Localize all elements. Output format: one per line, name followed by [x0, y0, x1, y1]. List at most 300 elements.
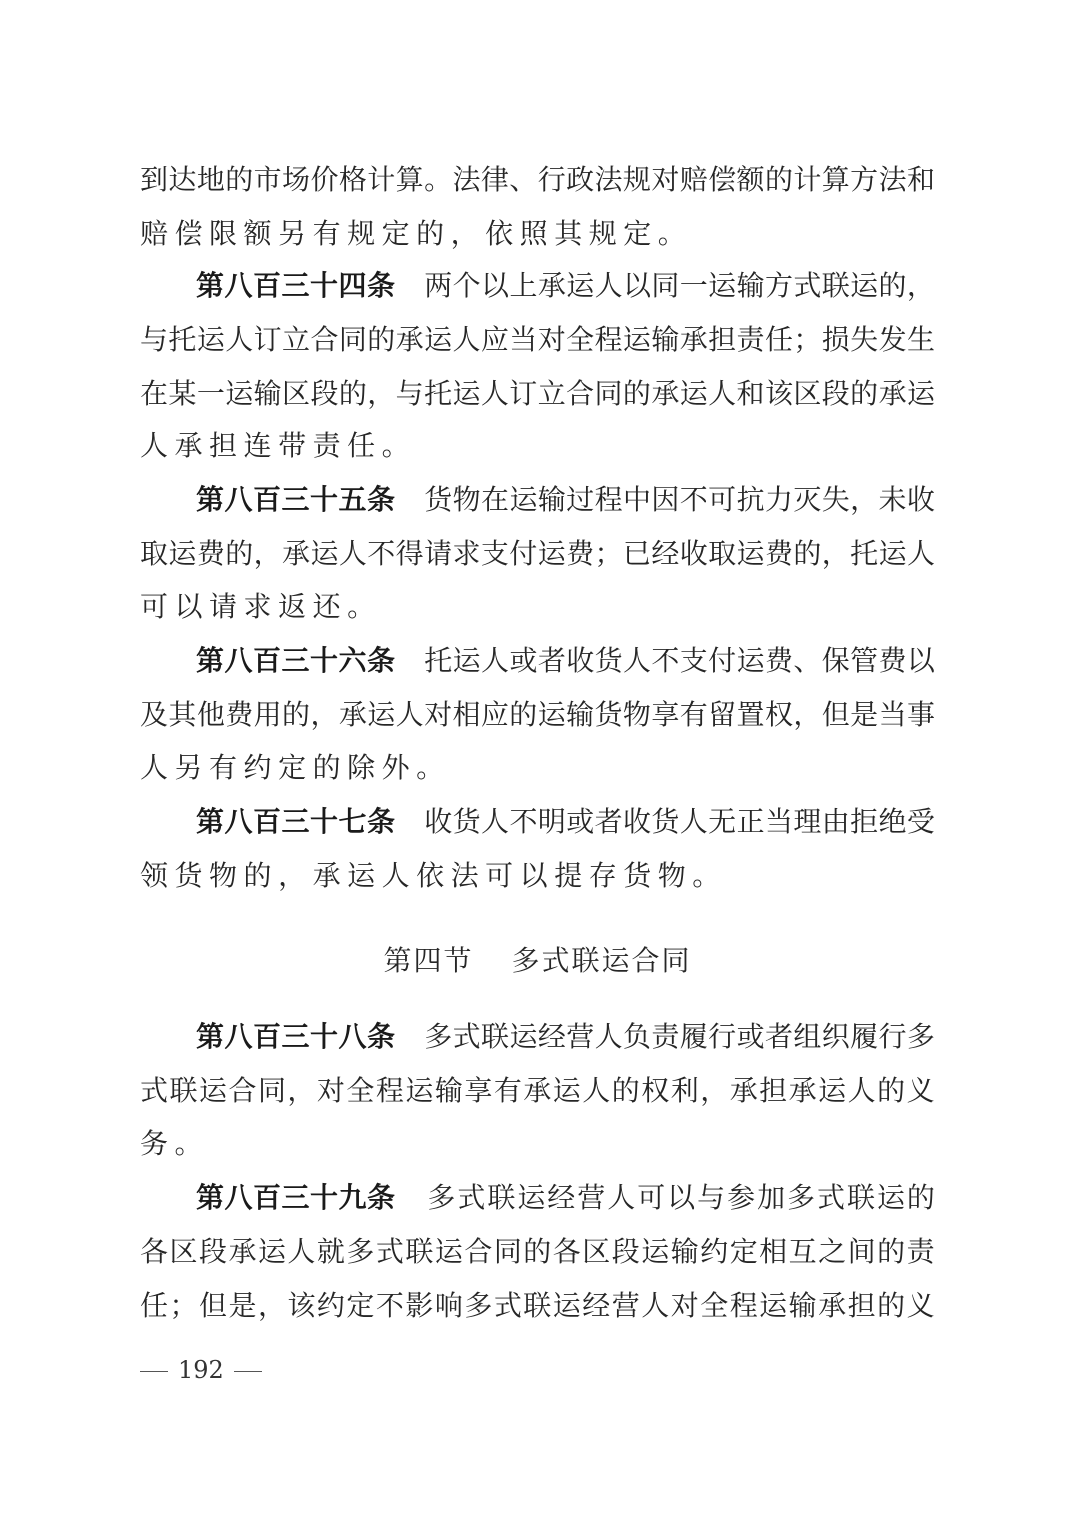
glyph: 段 — [611, 1235, 640, 1268]
glyph: 运 — [517, 1181, 546, 1214]
glyph: 人 — [338, 537, 367, 570]
glyph: 货 — [623, 859, 652, 892]
glyph: 照 — [519, 217, 548, 250]
text-line — [140, 694, 935, 736]
glyph: 费 — [196, 537, 225, 570]
glyph: 联 — [846, 1181, 875, 1214]
glyph: 者 — [764, 1020, 793, 1053]
glyph: 营 — [611, 1289, 640, 1322]
glyph: 的 — [225, 537, 254, 570]
glyph: 取 — [140, 537, 169, 570]
glyph: 运 — [641, 1235, 670, 1268]
glyph: 由 — [821, 805, 850, 838]
glyph: 任 — [140, 1289, 169, 1322]
glyph: 人 — [906, 537, 935, 570]
glyph: 运 — [225, 377, 254, 410]
glyph: 经 — [537, 1020, 566, 1053]
glyph: 但 — [198, 1289, 227, 1322]
glyph: 格 — [338, 163, 367, 196]
glyph: 人 — [708, 377, 737, 410]
glyph: 。 — [424, 163, 453, 196]
glyph: 运 — [198, 1074, 227, 1107]
glyph: 有 — [493, 1074, 522, 1107]
glyph: 未 — [878, 483, 907, 516]
glyph: 承 — [679, 323, 708, 356]
glyph: 式 — [457, 1181, 486, 1214]
glyph: 履 — [850, 1020, 879, 1053]
glyph: 承 — [228, 1235, 257, 1268]
glyph: 合 — [566, 377, 595, 410]
glyph: 当 — [878, 698, 907, 731]
glyph: ， — [278, 859, 307, 892]
glyph: 程 — [729, 1289, 758, 1322]
glyph: 法 — [878, 163, 907, 196]
glyph: 营 — [577, 1181, 606, 1214]
glyph: ； — [793, 323, 822, 356]
glyph: 收 — [424, 805, 453, 838]
glyph: 输 — [537, 483, 566, 516]
glyph: 该 — [287, 1289, 316, 1322]
glyph: 管 — [850, 644, 879, 677]
glyph: 段 — [198, 1235, 227, 1268]
glyph: 权 — [764, 698, 793, 731]
glyph: 运 — [452, 644, 481, 677]
glyph: 担 — [759, 1074, 788, 1107]
glyph: 有 — [209, 751, 238, 784]
glyph: 的 — [416, 217, 445, 250]
glyph: 同 — [493, 1235, 522, 1268]
article-number: 第八百三十四条 — [196, 269, 396, 302]
article-number: 第八百三十五条 — [196, 483, 396, 516]
glyph: 计 — [793, 163, 822, 196]
glyph: 计 — [367, 163, 396, 196]
article-first-line — [196, 265, 935, 307]
glyph: 行 — [537, 163, 566, 196]
glyph: ， — [821, 537, 850, 570]
glyph: 可 — [637, 1181, 666, 1214]
glyph: 两 — [424, 269, 453, 302]
glyph: 不 — [509, 805, 538, 838]
glyph: 的 — [877, 1074, 906, 1107]
text-line — [140, 586, 935, 628]
glyph: 的 — [611, 1074, 640, 1107]
glyph: 履 — [679, 1020, 708, 1053]
article-first-line — [196, 1177, 935, 1219]
glyph: 承 — [818, 1289, 847, 1322]
glyph: 订 — [509, 377, 538, 410]
glyph: 责 — [312, 429, 341, 462]
dash-right — [234, 1371, 262, 1372]
glyph: 对 — [651, 163, 680, 196]
glyph: 当 — [509, 323, 538, 356]
glyph: 运 — [622, 323, 651, 356]
glyph: 负 — [623, 1020, 652, 1053]
text-line — [140, 1123, 935, 1165]
glyph: 约 — [700, 1235, 729, 1268]
glyph: 的 — [906, 1181, 935, 1214]
glyph: 担 — [847, 1289, 876, 1322]
section-heading — [140, 940, 935, 982]
glyph: 费 — [878, 644, 907, 677]
glyph: 运 — [552, 1289, 581, 1322]
glyph: ， — [906, 269, 935, 302]
glyph: 的 — [877, 1289, 906, 1322]
glyph: 参 — [727, 1181, 756, 1214]
glyph: 有 — [312, 217, 341, 250]
glyph: 的 — [243, 859, 272, 892]
glyph: 订 — [253, 323, 282, 356]
text-line — [140, 533, 935, 575]
text-line — [140, 213, 935, 255]
glyph: 付 — [708, 644, 737, 677]
article-number: 第八百三十八条 — [196, 1020, 396, 1053]
glyph: 运 — [168, 537, 197, 570]
glyph: 承 — [174, 429, 203, 462]
glyph: 以 — [481, 269, 510, 302]
glyph: 的 — [764, 163, 793, 196]
glyph: 约 — [316, 1289, 345, 1322]
glyph: ； — [594, 537, 623, 570]
glyph: 承 — [651, 377, 680, 410]
glyph: 响 — [434, 1289, 463, 1322]
glyph: 偿 — [174, 217, 203, 250]
glyph: 加 — [757, 1181, 786, 1214]
glyph: 对 — [316, 1074, 345, 1107]
glyph: 权 — [641, 1074, 670, 1107]
glyph: 人 — [607, 1181, 636, 1214]
glyph: 之 — [818, 1235, 847, 1268]
glyph: 物 — [209, 859, 238, 892]
glyph: 和 — [736, 377, 765, 410]
glyph: 算 — [821, 163, 850, 196]
glyph: 不 — [375, 1289, 404, 1322]
glyph: ， — [367, 377, 396, 410]
glyph: 合 — [310, 323, 339, 356]
glyph: 抗 — [736, 483, 765, 516]
glyph: 运 — [367, 698, 396, 731]
glyph: 营 — [566, 1020, 595, 1053]
glyph: 输 — [566, 698, 595, 731]
glyph: 人 — [641, 1289, 670, 1322]
glyph: 请 — [424, 537, 453, 570]
glyph: 人 — [287, 1235, 316, 1268]
glyph: 对 — [670, 1289, 699, 1322]
glyph: 责 — [736, 323, 765, 356]
glyph: 拒 — [850, 805, 879, 838]
glyph: 应 — [480, 698, 509, 731]
article-first-line — [196, 1016, 935, 1058]
glyph: 定 — [623, 217, 652, 250]
glyph: 区 — [169, 1235, 198, 1268]
glyph: 承 — [395, 323, 424, 356]
glyph: 依 — [485, 217, 514, 250]
glyph: 式 — [817, 1181, 846, 1214]
glyph: 一 — [679, 269, 708, 302]
glyph: 。 — [657, 217, 686, 250]
glyph: 事 — [906, 698, 935, 731]
glyph: 正 — [736, 805, 765, 838]
glyph: 程 — [594, 323, 623, 356]
glyph: 应 — [480, 323, 509, 356]
glyph: 某 — [168, 377, 197, 410]
glyph: 依 — [416, 859, 445, 892]
glyph: 求 — [243, 590, 272, 623]
glyph: 可 — [708, 483, 737, 516]
glyph: 定 — [346, 1289, 375, 1322]
glyph: 限 — [209, 217, 238, 250]
glyph: 不 — [367, 537, 396, 570]
glyph: ， — [257, 1289, 286, 1322]
glyph: 理 — [793, 805, 822, 838]
glyph: 联 — [169, 1074, 198, 1107]
glyph: 式 — [375, 1235, 404, 1268]
glyph: 货 — [424, 483, 453, 516]
glyph: 一 — [196, 377, 225, 410]
glyph: 影 — [405, 1289, 434, 1322]
glyph: 同 — [651, 269, 680, 302]
glyph: ， — [793, 698, 822, 731]
glyph: ， — [450, 217, 479, 250]
glyph: 对 — [424, 698, 453, 731]
glyph: 灭 — [793, 483, 822, 516]
glyph: 外 — [381, 751, 410, 784]
glyph: 用 — [253, 698, 282, 731]
glyph: 货 — [452, 805, 481, 838]
glyph: 已 — [622, 537, 651, 570]
glyph: 同 — [594, 377, 623, 410]
glyph: 是 — [228, 1289, 257, 1322]
glyph: 定 — [278, 751, 307, 784]
glyph: 输 — [434, 1074, 463, 1107]
glyph: 运 — [452, 377, 481, 410]
article-number: 第八百三十七条 — [196, 805, 396, 838]
glyph: 托 — [424, 644, 453, 677]
glyph: 支 — [679, 644, 708, 677]
glyph: 和 — [906, 163, 935, 196]
glyph: 托 — [850, 537, 879, 570]
glyph: 费 — [566, 537, 595, 570]
glyph: 运 — [552, 1074, 581, 1107]
glyph: 织 — [821, 1020, 850, 1053]
glyph: 责 — [651, 1020, 680, 1053]
glyph: 生 — [906, 323, 935, 356]
glyph: 法 — [450, 859, 479, 892]
glyph: 该 — [764, 377, 793, 410]
glyph: 人 — [140, 429, 169, 462]
glyph: 区 — [582, 1235, 611, 1268]
glyph: 费 — [764, 644, 793, 677]
glyph: ， — [310, 698, 339, 731]
glyph: 以 — [667, 1181, 696, 1214]
glyph: 承 — [523, 1074, 552, 1107]
glyph: 责 — [906, 1235, 935, 1268]
glyph: 得 — [395, 537, 424, 570]
glyph: 货 — [174, 859, 203, 892]
glyph: 其 — [554, 217, 583, 250]
glyph: 式 — [452, 1020, 481, 1053]
glyph: 算 — [395, 163, 424, 196]
glyph: 运 — [257, 1235, 286, 1268]
glyph: 运 — [310, 537, 339, 570]
glyph: 可 — [485, 859, 514, 892]
glyph: 运 — [509, 1020, 538, 1053]
glyph: 赔 — [140, 217, 169, 250]
glyph: 的 — [367, 323, 396, 356]
glyph: 托 — [168, 323, 197, 356]
glyph: 人 — [452, 323, 481, 356]
glyph: 以 — [174, 590, 203, 623]
glyph: 人 — [481, 644, 510, 677]
glyph: 。 — [692, 859, 721, 892]
glyph: 的 — [793, 537, 822, 570]
glyph: 运 — [736, 644, 765, 677]
glyph: 法 — [594, 163, 623, 196]
glyph: 但 — [821, 698, 850, 731]
glyph: 到 — [140, 163, 169, 196]
glyph: 规 — [622, 163, 651, 196]
glyph: 或 — [566, 805, 595, 838]
glyph: 的 — [225, 163, 254, 196]
glyph: 损 — [821, 323, 850, 356]
glyph: 收 — [566, 644, 595, 677]
text-line — [140, 1070, 935, 1112]
glyph: 承 — [537, 269, 566, 302]
glyph: 经 — [547, 1181, 576, 1214]
glyph: 另 — [278, 217, 307, 250]
glyph: 过 — [566, 483, 595, 516]
glyph: 的 — [878, 269, 907, 302]
glyph: 运 — [876, 1181, 905, 1214]
glyph: 中 — [623, 483, 652, 516]
glyph: 失 — [850, 323, 879, 356]
glyph: 立 — [537, 377, 566, 410]
glyph: 人 — [381, 859, 410, 892]
text-line — [140, 425, 935, 467]
glyph: 以 — [519, 859, 548, 892]
glyph: 运 — [347, 859, 376, 892]
glyph: 置 — [736, 698, 765, 731]
glyph: 段 — [310, 377, 339, 410]
glyph: 担 — [209, 429, 238, 462]
glyph: 运 — [509, 483, 538, 516]
glyph: 立 — [282, 323, 311, 356]
glyph: 与 — [140, 323, 169, 356]
glyph: 联 — [523, 1289, 552, 1322]
glyph: 求 — [452, 537, 481, 570]
glyph: 运 — [850, 269, 879, 302]
glyph: 合 — [228, 1074, 257, 1107]
glyph: 程 — [375, 1074, 404, 1107]
glyph: 人 — [847, 1074, 876, 1107]
glyph: 另 — [174, 751, 203, 784]
glyph: 相 — [759, 1235, 788, 1268]
glyph: 承 — [878, 377, 907, 410]
glyph: 全 — [566, 323, 595, 356]
glyph: 各 — [552, 1235, 581, 1268]
glyph: 式 — [140, 1074, 169, 1107]
glyph: 货 — [594, 698, 623, 731]
glyph: 运 — [537, 698, 566, 731]
glyph: 运 — [537, 537, 566, 570]
glyph: 联 — [405, 1235, 434, 1268]
glyph: 失 — [821, 483, 850, 516]
glyph: 就 — [316, 1235, 345, 1268]
glyph: 多 — [787, 1181, 816, 1214]
section-title: 多式联运合同 — [511, 944, 692, 977]
glyph: 人 — [395, 698, 424, 731]
glyph: 还 — [312, 590, 341, 623]
article-number: 第八百三十六条 — [196, 644, 396, 677]
glyph: 价 — [310, 163, 339, 196]
glyph: 带 — [278, 429, 307, 462]
glyph: 额 — [736, 163, 765, 196]
glyph: 连 — [243, 429, 272, 462]
glyph: 上 — [509, 269, 538, 302]
glyph: 不 — [679, 483, 708, 516]
glyph: 运 — [196, 323, 225, 356]
dash-left — [140, 1371, 168, 1372]
glyph: 可 — [140, 590, 169, 623]
glyph: 请 — [209, 590, 238, 623]
glyph: ， — [253, 537, 282, 570]
article-first-line — [196, 801, 935, 843]
glyph: 。 — [381, 429, 410, 462]
glyph: 返 — [278, 590, 307, 623]
glyph: 的 — [877, 1235, 906, 1268]
glyph: 人 — [480, 377, 509, 410]
glyph: 联 — [487, 1181, 516, 1214]
glyph: 。 — [416, 751, 445, 784]
glyph: 者 — [537, 644, 566, 677]
glyph: 收 — [906, 483, 935, 516]
glyph: 全 — [700, 1289, 729, 1322]
glyph: 人 — [140, 751, 169, 784]
glyph: 义 — [906, 1074, 935, 1107]
glyph: 领 — [140, 859, 169, 892]
glyph: ， — [700, 1074, 729, 1107]
page-number — [140, 1355, 262, 1385]
glyph: 联 — [481, 1020, 510, 1053]
glyph: 在 — [481, 483, 510, 516]
glyph: 享 — [651, 698, 680, 731]
glyph: 运 — [566, 269, 595, 302]
glyph: 多 — [427, 1181, 456, 1214]
glyph: 多 — [424, 1020, 453, 1053]
glyph: 以 — [623, 269, 652, 302]
glyph: 方 — [850, 163, 879, 196]
glyph: 力 — [764, 483, 793, 516]
text-line — [140, 159, 935, 201]
glyph: 运 — [818, 1074, 847, 1107]
glyph: 赔 — [679, 163, 708, 196]
glyph: 的 — [850, 377, 879, 410]
glyph: 运 — [759, 1289, 788, 1322]
glyph: 的 — [282, 698, 311, 731]
glyph: 的 — [523, 1235, 552, 1268]
glyph: 运 — [405, 1074, 434, 1107]
glyph: 运 — [424, 323, 453, 356]
glyph: 对 — [537, 323, 566, 356]
glyph: 合 — [464, 1235, 493, 1268]
glyph: 因 — [651, 483, 680, 516]
glyph: 物 — [622, 698, 651, 731]
glyph: 取 — [708, 537, 737, 570]
glyph: 存 — [588, 859, 617, 892]
glyph: 收 — [623, 805, 652, 838]
glyph: 同 — [257, 1074, 286, 1107]
glyph: 政 — [566, 163, 595, 196]
glyph: 的 — [622, 377, 651, 410]
